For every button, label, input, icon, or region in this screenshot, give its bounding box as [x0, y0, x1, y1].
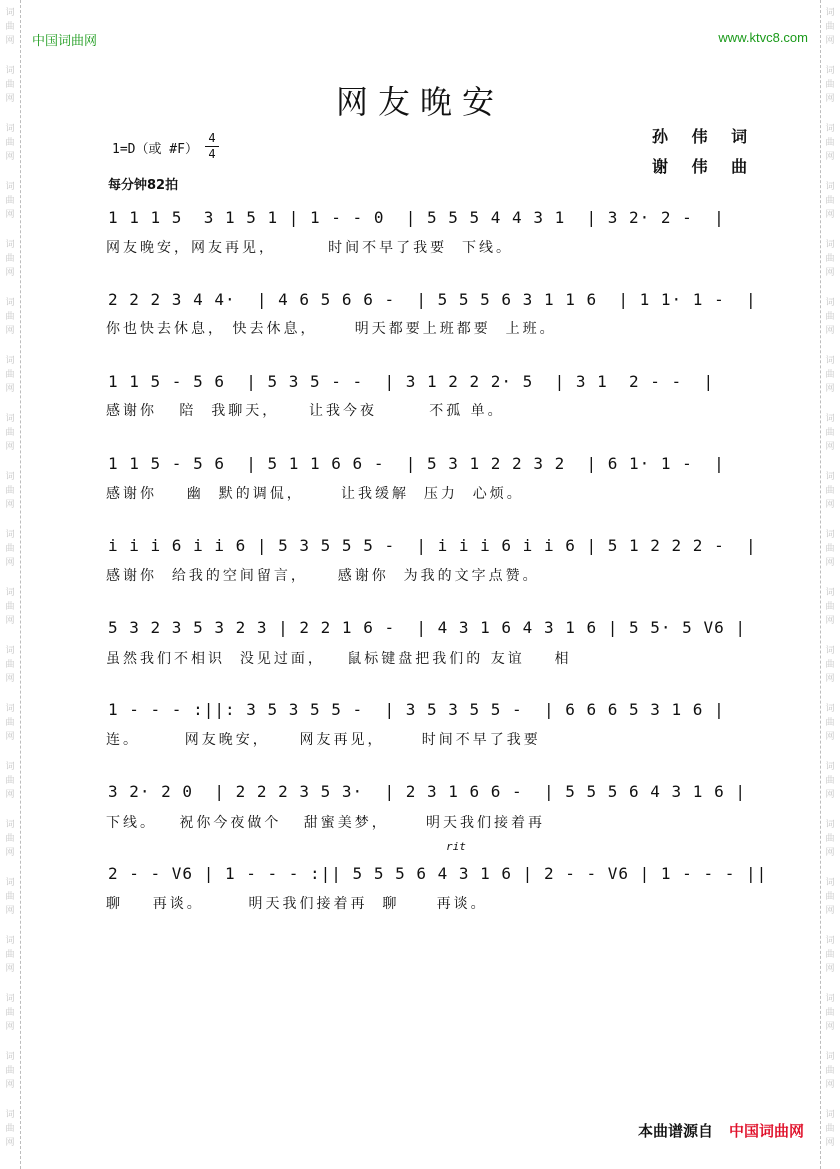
watermark-glyph: 词 — [825, 762, 835, 772]
ritardando-marking: rit — [446, 840, 466, 853]
watermark-glyph: 网 — [5, 964, 15, 974]
lyrics-line-8: 下线。 祝你今夜做个 甜蜜美梦， 明天我们接着再 — [106, 815, 545, 831]
watermark-glyph: 网 — [825, 384, 835, 394]
lyrics-line-4: 感谢你 幽 默的调侃， 让我缓解 压力 心烦。 — [106, 486, 524, 502]
watermark-glyph: 词 — [825, 124, 835, 134]
watermark-glyph: 网 — [5, 1080, 15, 1090]
watermark-glyph: 网 — [5, 732, 15, 742]
notation-line-3: 1 1 5 - 5 6 | 5 3 5 - - | 3 1 2 2 2· 5 | 3 1 2 - - | — [108, 372, 715, 391]
watermark-glyph: 曲 — [825, 1066, 835, 1076]
watermark-glyph: 曲 — [825, 1124, 835, 1134]
watermark-glyph: 曲 — [825, 370, 835, 380]
watermark-glyph: 网 — [5, 1138, 15, 1148]
lyrics-line-6: 虽然我们不相识 没见过面， 鼠标键盘把我们的 友谊 相 — [106, 651, 572, 667]
watermark-glyph: 词 — [825, 936, 835, 946]
watermark-glyph: 网 — [825, 964, 835, 974]
watermark-glyph: 曲 — [825, 892, 835, 902]
watermark-glyph: 词 — [5, 820, 15, 830]
watermark-glyph: 网 — [825, 1080, 835, 1090]
watermark-glyph: 词 — [825, 356, 835, 366]
watermark-glyph: 曲 — [825, 138, 835, 148]
time-signature-top: 4 — [208, 131, 216, 145]
watermark-glyph: 网 — [5, 210, 15, 220]
watermark-glyph: 词 — [5, 356, 15, 366]
watermark-glyph: 曲 — [5, 544, 15, 554]
lyrics-line-5: 感谢你 给我的空间留言， 感谢你 为我的文字点赞。 — [106, 568, 540, 584]
watermark-glyph: 曲 — [825, 602, 835, 612]
watermark-glyph: 词 — [5, 472, 15, 482]
watermark-glyph: 网 — [5, 790, 15, 800]
composer-credit: 谢 伟 曲 — [652, 157, 757, 176]
watermark-glyph: 网 — [825, 1138, 835, 1148]
time-signature — [205, 132, 219, 161]
watermark-glyph: 曲 — [825, 254, 835, 264]
watermark-glyph: 曲 — [825, 950, 835, 960]
site-name-top-left: 中国词曲网 — [32, 34, 98, 49]
watermark-glyph: 网 — [825, 36, 835, 46]
song-title: 网友晚安 — [335, 83, 504, 121]
lyrics-line-9: 聊 再谈。 明天我们接着再 聊 再谈。 — [106, 896, 488, 912]
watermark-glyph: 网 — [825, 500, 835, 510]
watermark-glyph: 曲 — [825, 196, 835, 206]
watermark-glyph: 网 — [825, 906, 835, 916]
watermark-glyph: 词 — [5, 8, 15, 18]
notation-line-5: i i i 6 i i 6 | 5 3 5 5 5 - | i i i 6 i i 6 | 5 1 2 2 2 - | — [108, 536, 757, 555]
watermark-glyph: 词 — [5, 1110, 15, 1120]
watermark-glyph: 词 — [5, 762, 15, 772]
watermark-glyph: 曲 — [825, 22, 835, 32]
watermark-glyph: 词 — [825, 8, 835, 18]
tempo-marking: 每分钟82拍 — [108, 178, 179, 193]
watermark-glyph: 词 — [825, 298, 835, 308]
watermark-glyph: 曲 — [825, 544, 835, 554]
watermark-glyph: 网 — [825, 152, 835, 162]
watermark-glyph: 曲 — [5, 428, 15, 438]
watermark-glyph: 词 — [5, 588, 15, 598]
watermark-glyph: 网 — [5, 326, 15, 336]
watermark-glyph: 曲 — [5, 22, 15, 32]
lyrics-line-7: 连。 网友晚安， 网友再见， 时间不早了我要 — [106, 732, 541, 748]
watermark-glyph: 网 — [825, 616, 835, 626]
site-url-top-right: www.ktvc8.com — [718, 30, 808, 45]
watermark-glyph: 曲 — [825, 1008, 835, 1018]
lyrics-line-3: 感谢你 陪 我聊天， 让我今夜 不孤 单。 — [106, 403, 505, 419]
notation-line-1: 1 1 1 5 3 1 5 1 | 1 - - 0 | 5 5 5 4 4 3 1 | 3 2· 2 - | — [108, 208, 725, 227]
watermark-glyph: 网 — [5, 152, 15, 162]
watermark-glyph: 曲 — [825, 428, 835, 438]
watermark-glyph: 词 — [825, 994, 835, 1004]
watermark-glyph: 网 — [825, 848, 835, 858]
watermark-glyph: 网 — [825, 326, 835, 336]
lyrics-line-2: 你也快去休息， 快去休息， 明天都要上班都要 上班。 — [106, 321, 557, 337]
watermark-glyph: 网 — [5, 558, 15, 568]
time-signature-bottom: 4 — [208, 147, 216, 161]
watermark-glyph: 曲 — [5, 950, 15, 960]
source-footer — [638, 1120, 804, 1141]
watermark-glyph: 词 — [5, 704, 15, 714]
watermark-glyph: 曲 — [825, 80, 835, 90]
watermark-glyph: 网 — [825, 790, 835, 800]
watermark-glyph: 网 — [5, 1022, 15, 1032]
watermark-glyph: 词 — [5, 182, 15, 192]
watermark-glyph: 词 — [825, 704, 835, 714]
lyrics-line-1: 网友晚安，网友再见， 时间不早了我要 下线。 — [106, 240, 514, 256]
notation-line-4: 1 1 5 - 5 6 | 5 1 1 6 6 - | 5 3 1 2 2 3 2 | 6 1· 1 - | — [108, 454, 725, 473]
watermark-glyph: 曲 — [825, 834, 835, 844]
watermark-glyph: 网 — [825, 674, 835, 684]
watermark-glyph: 词 — [825, 646, 835, 656]
watermark-glyph: 词 — [5, 414, 15, 424]
watermark-glyph: 词 — [5, 66, 15, 76]
watermark-glyph: 网 — [5, 384, 15, 394]
source-label: 本曲谱源自 — [637, 1122, 713, 1140]
source-site-link[interactable]: 中国词曲网 — [728, 1122, 804, 1140]
watermark-glyph: 曲 — [5, 776, 15, 786]
watermark-glyph: 曲 — [825, 660, 835, 670]
watermark-glyph: 词 — [5, 646, 15, 656]
watermark-glyph: 曲 — [5, 312, 15, 322]
watermark-glyph: 词 — [825, 66, 835, 76]
watermark-glyph: 词 — [5, 878, 15, 888]
watermark-glyph: 曲 — [5, 138, 15, 148]
watermark-glyph: 网 — [825, 1022, 835, 1032]
watermark-glyph: 词 — [825, 414, 835, 424]
watermark-glyph: 词 — [825, 182, 835, 192]
watermark-glyph: 网 — [825, 210, 835, 220]
watermark-glyph: 网 — [825, 732, 835, 742]
watermark-glyph: 曲 — [5, 660, 15, 670]
watermark-glyph: 网 — [5, 500, 15, 510]
watermark-glyph: 词 — [5, 124, 15, 134]
notation-line-8: 3 2· 2 0 | 2 2 2 3 5 3· | 2 3 1 6 6 - | 5 5 5 6 4 3 1 6 | — [108, 782, 746, 801]
watermark-glyph: 网 — [5, 848, 15, 858]
watermark-glyph: 曲 — [825, 312, 835, 322]
key-signature: 1=D（或 #F） — [112, 142, 198, 157]
watermark-glyph: 网 — [5, 674, 15, 684]
notation-line-7: 1 - - - :||: 3 5 3 5 5 - | 3 5 3 5 5 - | 6 6 6 5 3 1 6 | — [108, 700, 725, 719]
watermark-glyph: 曲 — [825, 486, 835, 496]
watermark-glyph: 网 — [5, 36, 15, 46]
notation-line-6: 5 3 2 3 5 3 2 3 | 2 2 1 6 - | 4 3 1 6 4 3 1 6 | 5 5· 5 V6 | — [108, 618, 746, 637]
watermark-glyph: 曲 — [5, 718, 15, 728]
watermark-glyph: 曲 — [5, 1124, 15, 1134]
watermark-glyph: 网 — [5, 906, 15, 916]
watermark-glyph: 曲 — [5, 196, 15, 206]
watermark-glyph: 曲 — [825, 776, 835, 786]
watermark-glyph: 网 — [825, 94, 835, 104]
watermark-glyph: 曲 — [825, 718, 835, 728]
watermark-glyph: 词 — [825, 1110, 835, 1120]
watermark-glyph: 词 — [825, 472, 835, 482]
watermark-glyph: 网 — [5, 442, 15, 452]
right-watermark-strip — [818, 0, 840, 1169]
watermark-glyph: 词 — [5, 240, 15, 250]
watermark-glyph: 词 — [5, 936, 15, 946]
watermark-glyph: 网 — [825, 442, 835, 452]
watermark-glyph: 词 — [825, 1052, 835, 1062]
watermark-glyph: 网 — [5, 94, 15, 104]
watermark-glyph: 网 — [825, 268, 835, 278]
watermark-glyph: 词 — [825, 240, 835, 250]
lyricist-credit: 孙 伟 词 — [652, 127, 757, 146]
watermark-glyph: 词 — [825, 530, 835, 540]
watermark-glyph: 网 — [5, 268, 15, 278]
watermark-glyph: 曲 — [5, 370, 15, 380]
watermark-glyph: 词 — [825, 820, 835, 830]
notation-line-9: 2 - - V6 | 1 - - - :|| 5 5 5 6 4 3 1 6 | 2 - - V6 | 1 - - - || — [108, 864, 768, 883]
watermark-glyph: 曲 — [5, 486, 15, 496]
watermark-glyph: 词 — [825, 878, 835, 888]
watermark-glyph: 曲 — [5, 892, 15, 902]
watermark-glyph: 曲 — [5, 1008, 15, 1018]
watermark-glyph: 网 — [825, 558, 835, 568]
watermark-glyph: 曲 — [5, 80, 15, 90]
watermark-glyph: 网 — [5, 616, 15, 626]
watermark-glyph: 曲 — [5, 254, 15, 264]
watermark-glyph: 词 — [825, 588, 835, 598]
left-watermark-strip — [0, 0, 22, 1169]
watermark-glyph: 词 — [5, 1052, 15, 1062]
watermark-glyph: 词 — [5, 994, 15, 1004]
watermark-glyph: 曲 — [5, 834, 15, 844]
notation-line-2: 2 2 2 3 4 4· | 4 6 5 6 6 - | 5 5 5 6 3 1 1 6 | 1 1· 1 - | — [108, 290, 757, 309]
watermark-glyph: 词 — [5, 298, 15, 308]
watermark-glyph: 曲 — [5, 602, 15, 612]
watermark-glyph: 词 — [5, 530, 15, 540]
watermark-glyph: 曲 — [5, 1066, 15, 1076]
